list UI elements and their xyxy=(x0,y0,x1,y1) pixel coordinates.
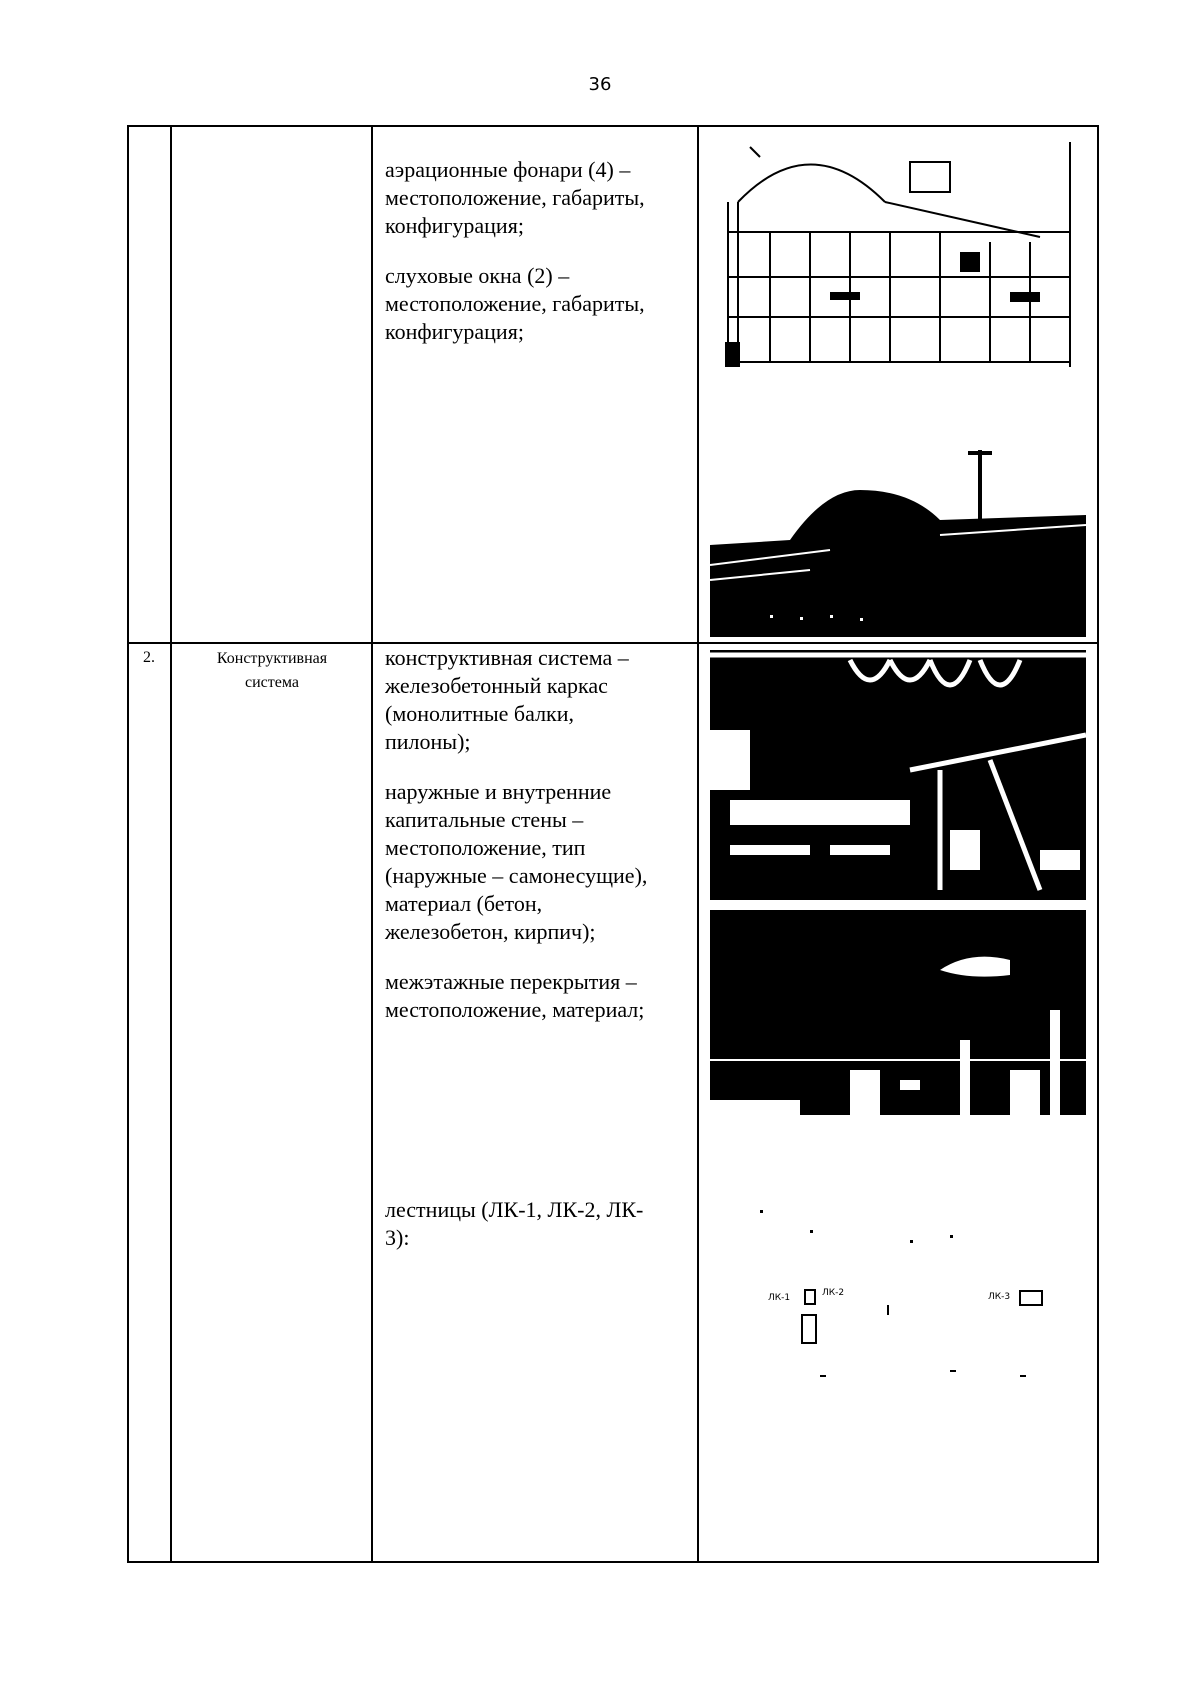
stairs-item-block xyxy=(385,1196,690,1274)
stairs-item: лестницы (ЛК-1, ЛК-2, ЛК- 3): xyxy=(385,1197,644,1250)
ceiling-interior-photo xyxy=(710,910,1086,1115)
stair-label-lk3: ЛК-3 xyxy=(988,1292,1011,1302)
frame-interior-photo xyxy=(710,650,1086,900)
stair-label-lk2: ЛК-2 xyxy=(822,1288,845,1298)
structural-system-item: конструктивная система – железобетонный каркас (монолитные балки, пилоны); xyxy=(385,645,629,754)
roof-lanterns-item: аэрационные фонари (4) – местоположение, габариты, конфигурация; xyxy=(385,157,645,238)
row-1-description xyxy=(385,156,690,368)
floor-slabs-item: межэтажные перекрытия – местоположение, материал; xyxy=(385,969,645,1022)
roof-section-drawing xyxy=(710,132,1086,374)
page-number: 36 xyxy=(588,74,612,95)
section-name: Конструктивная система xyxy=(216,650,328,691)
row-number: 2. xyxy=(143,649,155,666)
stair-plan xyxy=(710,1195,1086,1425)
dormer-windows-item: слуховые окна (2) – местоположение, габариты, конфигурация; xyxy=(385,263,645,344)
row-2-description xyxy=(385,644,690,1046)
roof-exterior-photo xyxy=(710,445,1086,637)
load-bearing-walls-item: наружные и внутренние капитальные стены – местоположение, тип (наружные – самонесущие), материал (бетон, железобетон, кирпич); xyxy=(385,779,648,944)
stair-label-lk1: ЛК-1 xyxy=(768,1293,791,1303)
